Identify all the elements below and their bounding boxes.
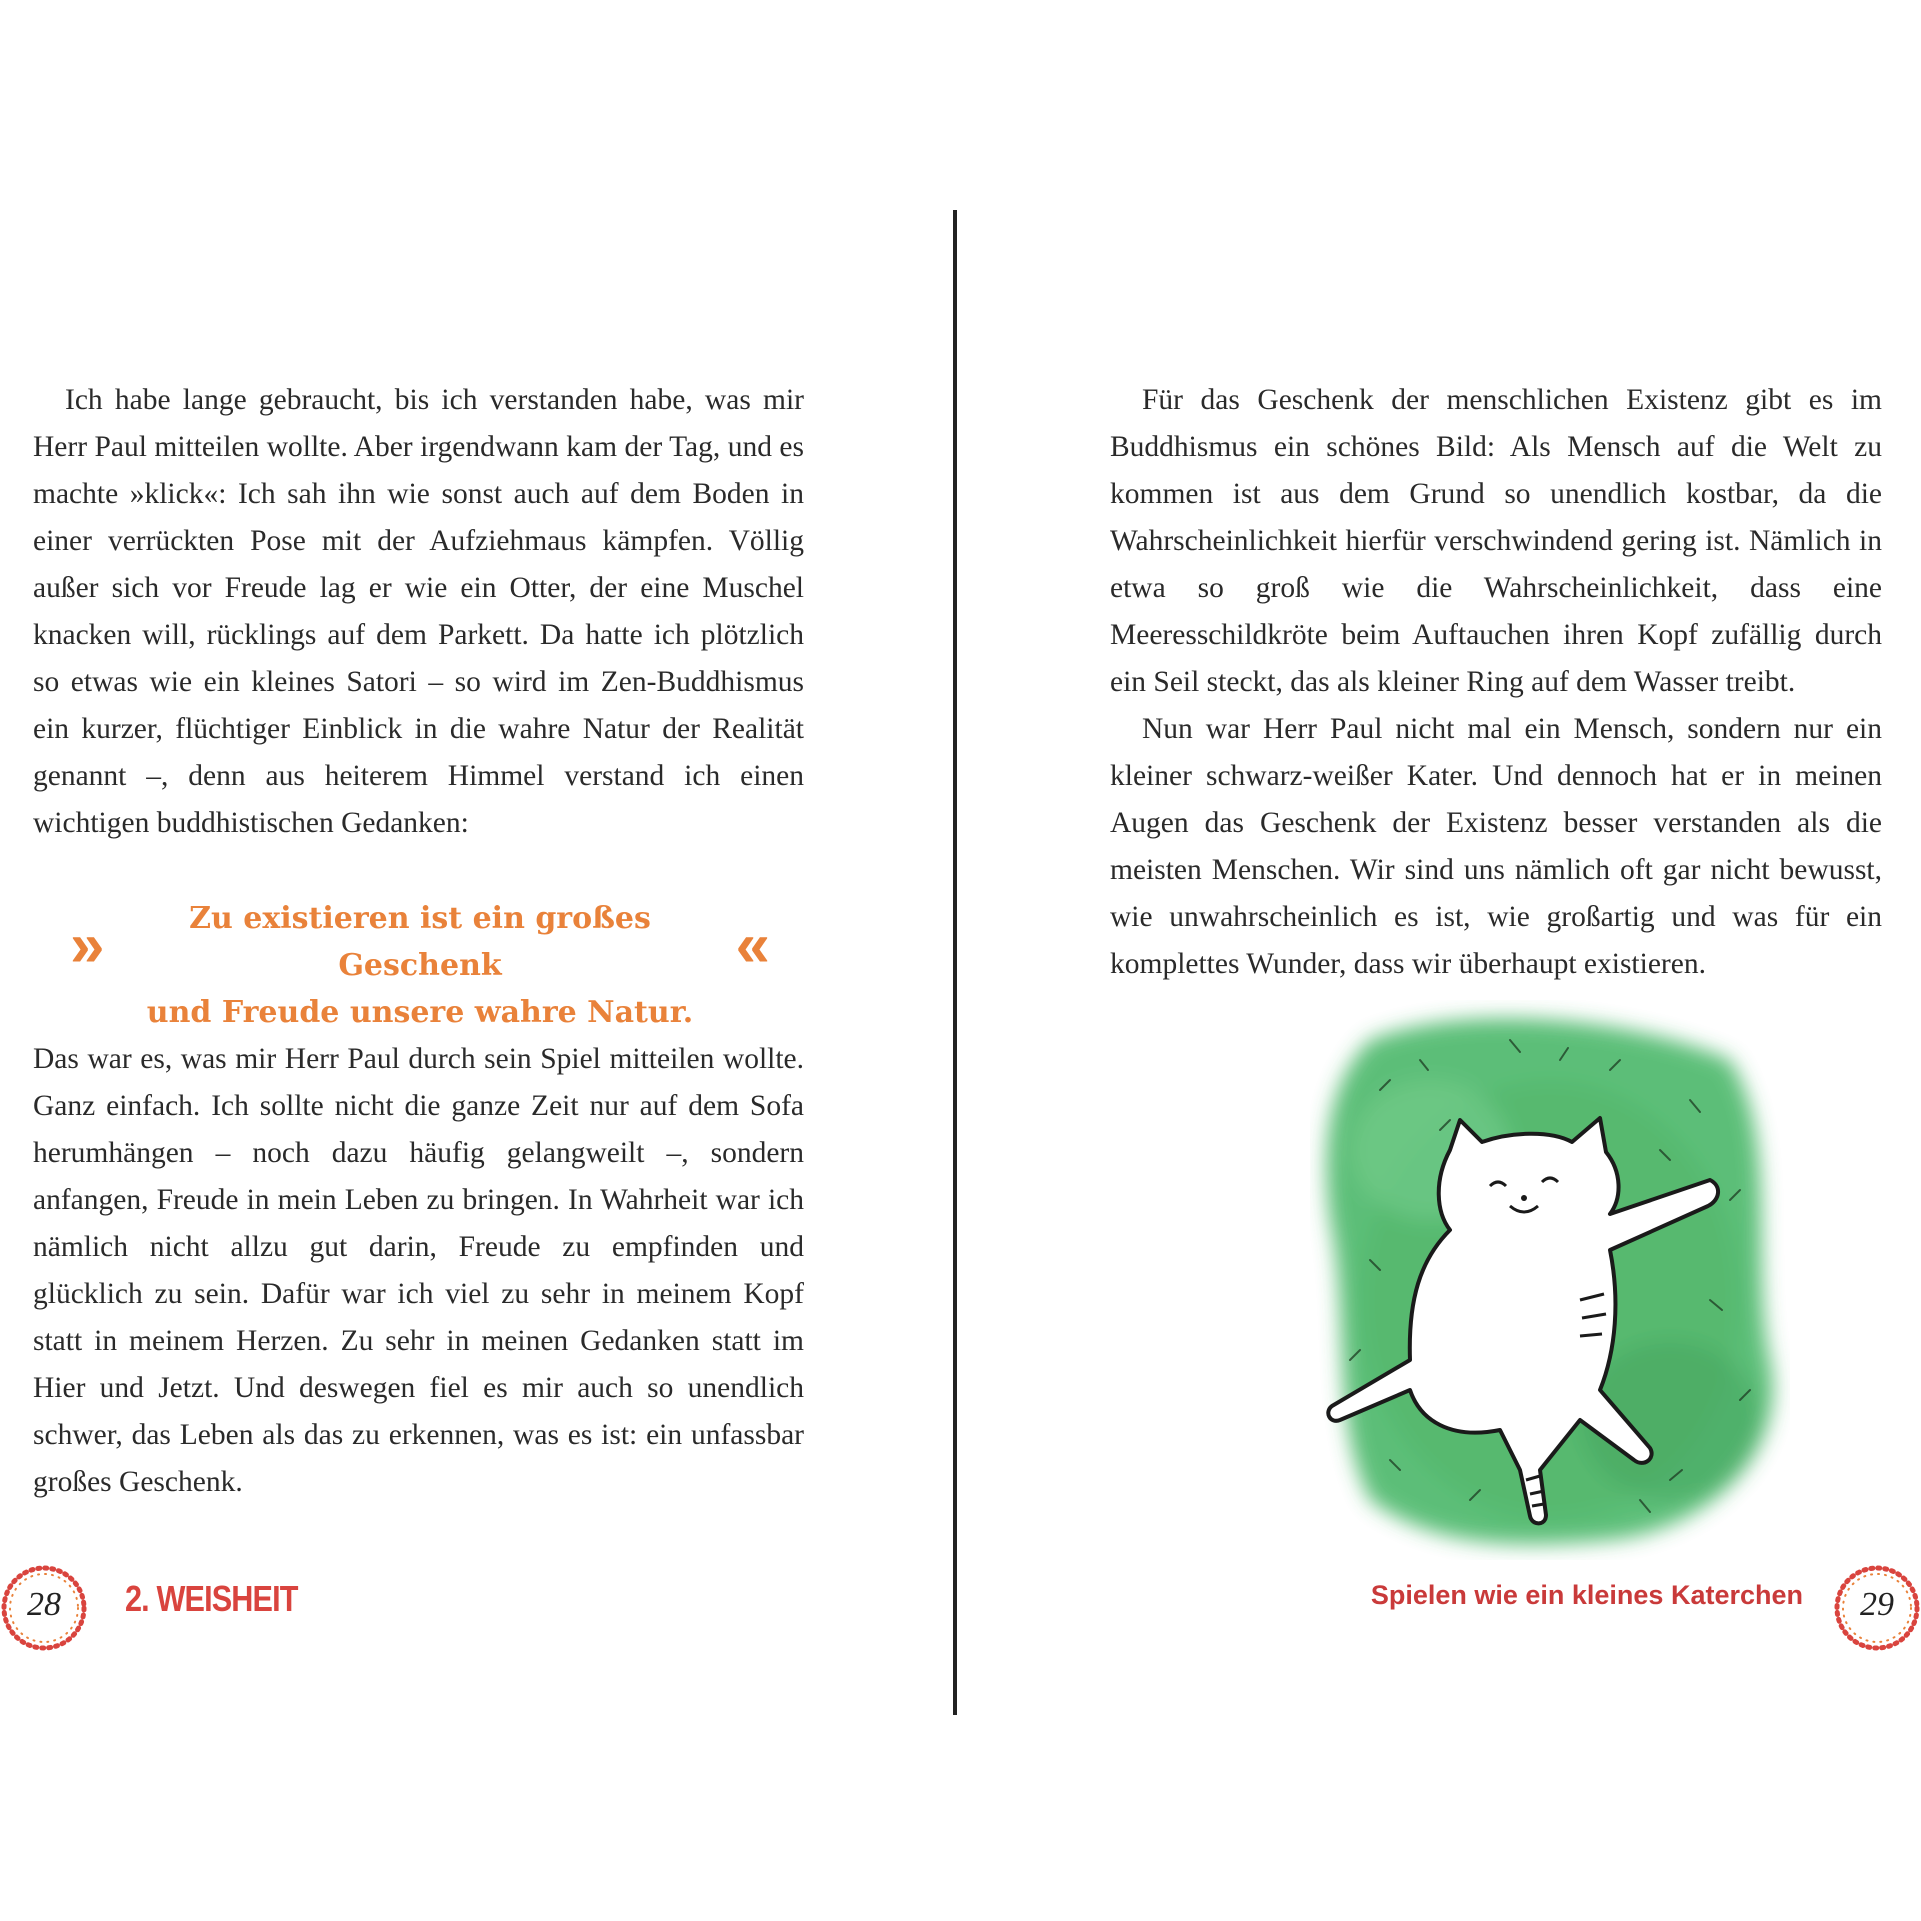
right-paragraph-1: Für das Geschenk der menschlichen Existenz gibt es im Buddhismus ein schönes Bild: Als Mensch auf die Welt zu kommen ist aus dem Grund so unendlich kostbar, da die Wahrscheinlichkeit hierfür verschwindend gering ist. Nämlich in etwa so groß wie die Wahrscheinlichkeit, dass eine Meeresschildkröte beim Auftauchen ihren Kopf zufällig durch ein Seil steckt, das als kleiner Ring auf dem Wasser treibt.	[1110, 384, 1882, 698]
quote-line-2: und Freude unsere wahre Natur.	[146, 995, 694, 1030]
page-number-left: 28	[27, 1586, 61, 1623]
left-page	[0, 0, 953, 1921]
page-number-badge-left	[0, 1560, 92, 1656]
running-head: Spielen wie ein kleines Katerchen	[1370, 1580, 1803, 1610]
left-paragraph-1: Ich habe lange gebraucht, bis ich verstanden habe, was mir Herr Paul mitteilen wollte. Aber irgendwann kam der Tag, und es machte »klick«: Ich sah ihn wie sonst auch auf dem Boden in einer verrückten Pose mit der Aufziehmaus kämpfen. Völlig außer sich vor Freude lag er wie ein Otter, der eine Muschel knacken will, rücklings auf dem Parkett. Da hatte ich plötzlich so etwas wie ein kleines Satori – so wird im Zen-Buddhismus ein kurzer, flüchtiger Einblick in die wahre Natur der Realität genannt –, denn aus heiterem Himmel verstand ich einen wichtigen buddhistischen Gedanken:	[33, 384, 804, 839]
right-paragraph-2: Nun war Herr Paul nicht mal ein Mensch, sondern nur ein kleiner schwarz-weißer Kater. Und dennoch hat er in meinen Augen das Geschenk der Existenz besser verstanden als die meisten Menschen. Wir sind uns nämlich oft gar nicht bewusst, wie unwahrscheinlich es ist, wie großartig und was für ein komplettes Wunder, dass wir überhaupt existieren.	[1110, 713, 1882, 980]
quote-line-1: Zu existieren ist ein großes Geschenk	[189, 901, 651, 983]
left-text-block-1	[33, 377, 804, 847]
right-text-block	[1110, 377, 1882, 988]
left-text-block-2	[33, 1036, 804, 1506]
chapter-label: 2. WEISHEIT	[125, 1578, 298, 1619]
quote-close-mark: «	[735, 911, 770, 980]
quote-text	[140, 895, 700, 1036]
left-paragraph-2: Das war es, was mir Herr Paul durch sein Spiel mitteilen wollte. Ganz einfach. Ich sollte nicht die ganze Zeit nur auf dem Sofa herumhängen – noch dazu häufig gelangweilt –, sondern anfangen, Freude in mein Leben zu bringen. In Wahrheit war ich nämlich nicht allzu gut darin, Freude zu empfinden und glücklich zu sein. Dafür war ich viel zu sehr in meinem Kopf statt in meinem Herzen. Zu sehr in meinen Gedanken statt im Hier und Jetzt. Und deswegen fiel es mir auch so unendlich schwer, das Leben als das zu erkennen, was es ist: ein unfassbar großes Geschenk.	[33, 1043, 804, 1498]
quote-open-mark: »	[70, 911, 105, 980]
page-number-right: 29	[1860, 1586, 1894, 1623]
pull-quote	[70, 895, 770, 1030]
page-number-badge-right	[1829, 1560, 1921, 1656]
cat-lying-on-grass-icon	[1310, 1000, 1790, 1560]
